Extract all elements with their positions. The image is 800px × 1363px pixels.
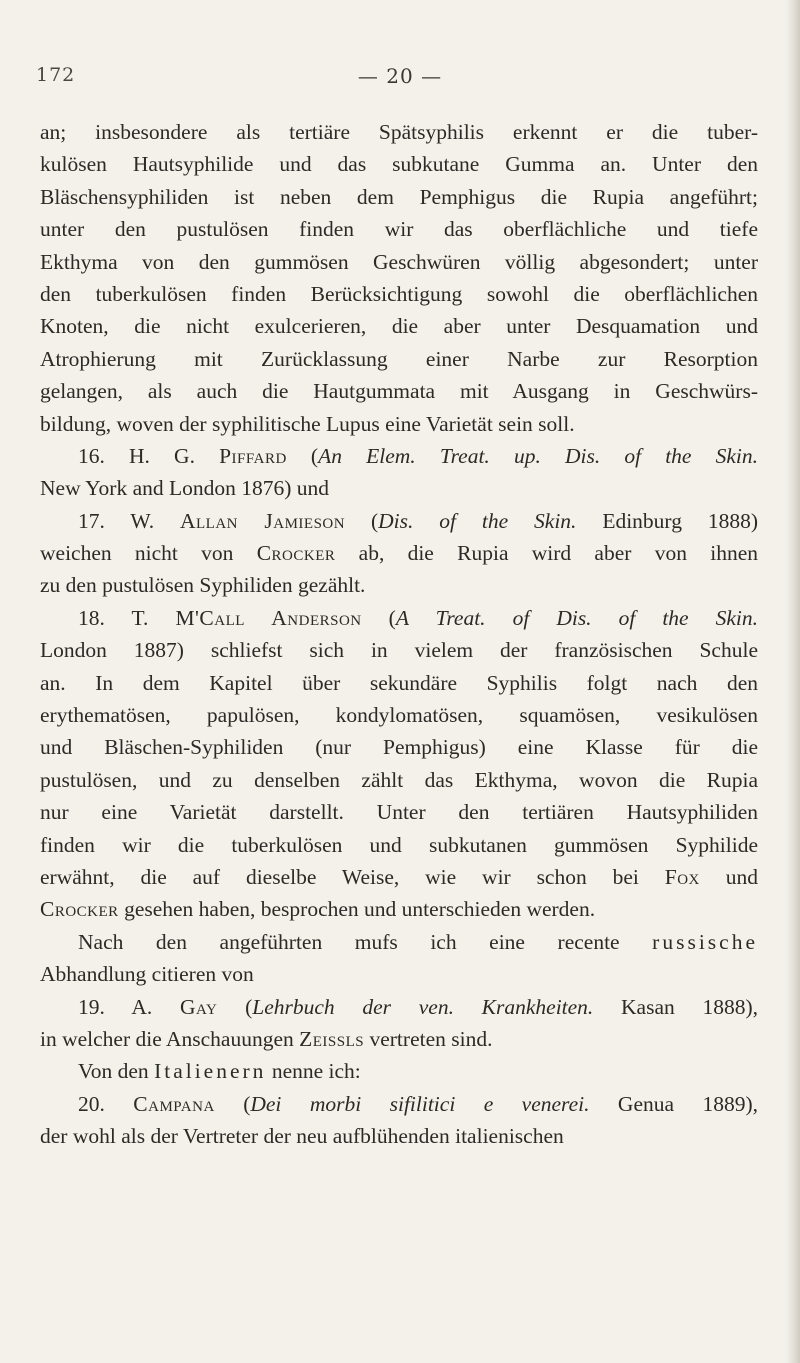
- text-line: nur eine Varietät darstellt. Unter den tertiären Hautsyphiliden: [40, 800, 758, 825]
- paren: (: [214, 1091, 251, 1116]
- text-run: Nach den angeführten mufs ich eine recente: [78, 929, 653, 954]
- reference-17: [40, 505, 758, 537]
- text-run: und: [699, 864, 758, 889]
- running-head: — 20 —: [357, 64, 443, 88]
- text-line: [40, 861, 758, 893]
- work-title: Lehrbuch der ven. Krankheiten.: [252, 994, 594, 1019]
- text-line: zu den pustulösen Syphiliden gezählt.: [40, 573, 366, 598]
- paren: (: [345, 508, 379, 533]
- text-line: an. In dem Kapitel über sekundäre Syphilis folgt nach den: [40, 670, 758, 695]
- text-line: erythematösen, papulösen, kondylomatösen, squamösen, vesikulösen: [40, 703, 758, 728]
- author-name: Crocker: [40, 897, 119, 922]
- paren: (: [217, 994, 253, 1019]
- reference-19: [40, 991, 758, 1023]
- page-number: 172: [36, 64, 76, 86]
- text-line: [40, 537, 758, 569]
- work-title: Dis. of the Skin.: [378, 508, 577, 533]
- text-line: der wohl als der Vertreter der neu aufblühenden italienischen: [40, 1124, 564, 1149]
- text-line: Atrophierung mit Zurücklassung einer Narbe zur Resorption: [40, 346, 758, 371]
- emphasis-spaced: russische: [652, 929, 758, 954]
- ref-number: 17. W.: [78, 508, 180, 533]
- reference-16: [40, 440, 758, 472]
- ref-number: 16. H. G.: [78, 443, 220, 468]
- text-run: vertreten sind.: [364, 1026, 493, 1051]
- author-name: Allan Jamieson: [179, 508, 346, 533]
- author-name: Piffard: [219, 443, 287, 468]
- emphasis-spaced: Italienern: [154, 1059, 267, 1084]
- page-edge-shadow: [786, 0, 800, 1363]
- text-run: nenne ich:: [266, 1059, 361, 1084]
- author-name: M'Call Anderson: [175, 605, 362, 630]
- text-run: Von den: [78, 1059, 155, 1084]
- text-line: gelangen, als auch die Hautgummata mit Ausgang in Geschwürs-: [40, 379, 758, 404]
- ref-number: 19. A.: [78, 994, 181, 1019]
- author-name: Gay: [180, 994, 218, 1019]
- text-line: kulösen Hautsyphilide und das subkutane Gumma an. Unter den: [40, 152, 758, 177]
- text-run: ab, die Rupia wird aber von ihnen: [335, 541, 758, 566]
- author-name: Crocker: [256, 541, 336, 566]
- publication-info: Genua 1889),: [589, 1091, 758, 1116]
- text-line: pustulösen, und zu denselben zählt das Ekthyma, wovon die Rupia: [40, 767, 758, 792]
- text-line: finden wir die tuberkulösen und subkutanen gummösen Syphilide: [40, 832, 758, 857]
- ref-number: 20.: [78, 1091, 134, 1116]
- text-run: in welcher die Anschauungen: [40, 1026, 300, 1051]
- text-run: gesehen haben, besprochen und unterschieden werden.: [118, 897, 596, 922]
- text-line: unter den pustulösen finden wir das oberflächliche und tiefe: [40, 217, 758, 242]
- text-line: [40, 1023, 758, 1055]
- ref-number: 18. T.: [78, 605, 176, 630]
- text-line: London 1887) schliefst sich in vielem der französischen Schule: [40, 638, 758, 663]
- reference-18: [40, 602, 758, 634]
- text-line: [40, 893, 758, 925]
- work-title: Dei morbi sifilitici e venerei.: [250, 1091, 590, 1116]
- text-line: [40, 926, 758, 958]
- publication-info: Edinburg 1888): [576, 508, 758, 533]
- text-line: New York and London 1876) und: [40, 476, 330, 501]
- text-line: [40, 1055, 758, 1087]
- text-line: Ekthyma von den gummösen Geschwüren völlig abgesondert; unter: [40, 249, 758, 274]
- work-title: A Treat. of Dis. of the Skin.: [395, 605, 758, 630]
- work-title: An Elem. Treat. up. Dis. of the Skin.: [318, 443, 758, 468]
- text-run: weichen nicht von: [40, 541, 257, 566]
- reference-20: [40, 1088, 758, 1120]
- text-line: Bläschensyphiliden ist neben dem Pemphigus die Rupia angeführt;: [40, 184, 758, 209]
- body-text: [40, 116, 758, 1153]
- publication-info: Kasan 1888),: [593, 994, 758, 1019]
- author-name: Campana: [133, 1091, 215, 1116]
- text-line: an; insbesondere als tertiäre Spätsyphilis erkennt er die tuber-: [40, 120, 758, 144]
- text-line: und Bläschen-Syphiliden (nur Pemphigus) eine Klasse für die: [40, 735, 758, 760]
- paren: (: [286, 443, 319, 468]
- text-line: bildung, woven der syphilitische Lupus eine Varietät sein soll.: [40, 411, 575, 436]
- author-name: Fox: [664, 864, 700, 889]
- text-line: Knoten, die nicht exulcerieren, die aber unter Desquamation und: [40, 314, 758, 339]
- text-line: den tuberkulösen finden Berücksichtigung sowohl die oberflächlichen: [40, 281, 758, 306]
- text-line: Abhandlung citieren von: [40, 962, 254, 987]
- author-name: Zeissls: [299, 1026, 365, 1051]
- text-run: erwähnt, die auf dieselbe Weise, wie wir schon bei: [40, 864, 665, 889]
- paren: (: [361, 605, 396, 630]
